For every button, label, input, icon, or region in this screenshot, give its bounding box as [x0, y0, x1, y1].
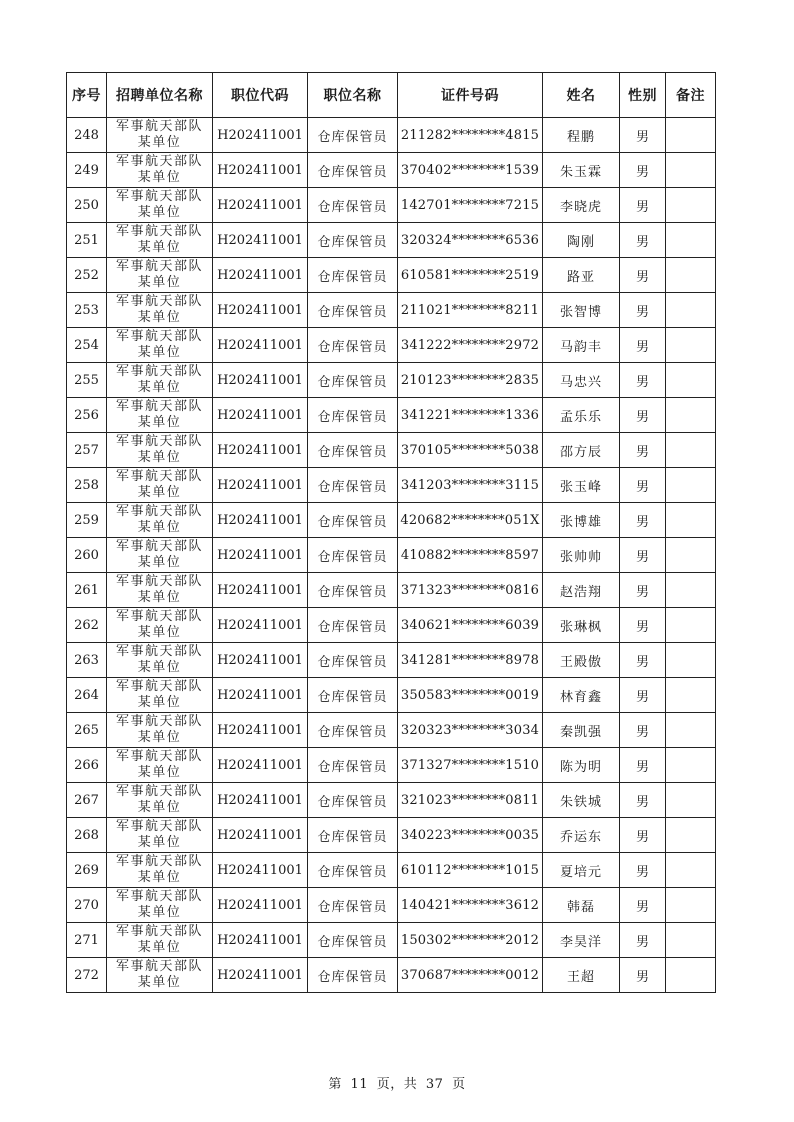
unit-cell	[107, 713, 213, 748]
seq-cell: 260	[67, 538, 107, 573]
position-code-cell: H202411001	[213, 643, 308, 678]
unit-cell	[107, 363, 213, 398]
unit-line-2: 某单位	[137, 835, 182, 850]
gender-cell: 男	[620, 398, 666, 433]
seq-cell: 258	[67, 468, 107, 503]
id-number-cell: 371327********1510	[398, 748, 543, 783]
position-code-cell: H202411001	[213, 293, 308, 328]
note-cell	[666, 153, 716, 188]
note-cell	[666, 223, 716, 258]
seq-cell: 253	[67, 293, 107, 328]
table-row	[67, 293, 716, 328]
id-number-cell: 370687********0012	[398, 958, 543, 993]
unit-cell	[107, 643, 213, 678]
job-name-cell: 仓库保管员	[308, 188, 398, 223]
note-cell	[666, 888, 716, 923]
position-code-cell: H202411001	[213, 748, 308, 783]
id-number-cell: 210123********2835	[398, 363, 543, 398]
seq-cell: 249	[67, 153, 107, 188]
header-cell-id: 证件号码	[398, 73, 543, 118]
gender-cell: 男	[620, 363, 666, 398]
footer-current-page: 11	[350, 1077, 369, 1092]
person-name-cell: 陈为明	[543, 748, 620, 783]
unit-line-2: 某单位	[137, 240, 182, 255]
gender-cell: 男	[620, 923, 666, 958]
person-name-cell: 邵方辰	[543, 433, 620, 468]
person-name-cell: 李晓虎	[543, 188, 620, 223]
job-name-cell: 仓库保管员	[308, 573, 398, 608]
note-cell	[666, 853, 716, 888]
unit-cell	[107, 573, 213, 608]
person-name-cell: 朱玉霖	[543, 153, 620, 188]
gender-cell: 男	[620, 888, 666, 923]
gender-cell: 男	[620, 223, 666, 258]
person-name-cell: 张博雄	[543, 503, 620, 538]
seq-cell: 261	[67, 573, 107, 608]
unit-cell	[107, 678, 213, 713]
seq-cell: 270	[67, 888, 107, 923]
table-row	[67, 538, 716, 573]
unit-line-2: 某单位	[137, 870, 182, 885]
unit-line-1: 军事航天部队	[115, 784, 203, 799]
note-cell	[666, 713, 716, 748]
seq-cell: 248	[67, 118, 107, 153]
unit-cell	[107, 468, 213, 503]
position-code-cell: H202411001	[213, 783, 308, 818]
note-cell	[666, 433, 716, 468]
unit-line-2: 某单位	[137, 800, 182, 815]
id-number-cell: 370402********1539	[398, 153, 543, 188]
person-name-cell: 张玉峰	[543, 468, 620, 503]
note-cell	[666, 678, 716, 713]
unit-cell	[107, 398, 213, 433]
job-name-cell: 仓库保管员	[308, 853, 398, 888]
table-row	[67, 503, 716, 538]
unit-cell	[107, 223, 213, 258]
table-row	[67, 153, 716, 188]
gender-cell: 男	[620, 118, 666, 153]
unit-line-1: 军事航天部队	[115, 574, 203, 589]
note-cell	[666, 328, 716, 363]
unit-line-1: 军事航天部队	[115, 119, 203, 134]
unit-line-1: 军事航天部队	[115, 609, 203, 624]
table-row	[67, 678, 716, 713]
job-name-cell: 仓库保管员	[308, 538, 398, 573]
note-cell	[666, 398, 716, 433]
person-name-cell: 王殿傲	[543, 643, 620, 678]
unit-line-2: 某单位	[137, 345, 182, 360]
note-cell	[666, 818, 716, 853]
person-name-cell: 赵浩翔	[543, 573, 620, 608]
job-name-cell: 仓库保管员	[308, 783, 398, 818]
unit-cell	[107, 258, 213, 293]
id-number-cell: 341203********3115	[398, 468, 543, 503]
gender-cell: 男	[620, 468, 666, 503]
position-code-cell: H202411001	[213, 433, 308, 468]
unit-cell	[107, 188, 213, 223]
gender-cell: 男	[620, 153, 666, 188]
seq-cell: 251	[67, 223, 107, 258]
gender-cell: 男	[620, 958, 666, 993]
job-name-cell: 仓库保管员	[308, 503, 398, 538]
table-row	[67, 258, 716, 293]
gender-cell: 男	[620, 678, 666, 713]
table-row	[67, 188, 716, 223]
note-cell	[666, 503, 716, 538]
job-name-cell: 仓库保管员	[308, 363, 398, 398]
gender-cell: 男	[620, 643, 666, 678]
job-name-cell: 仓库保管员	[308, 748, 398, 783]
unit-line-2: 某单位	[137, 205, 182, 220]
id-number-cell: 350583********0019	[398, 678, 543, 713]
unit-line-2: 某单位	[137, 695, 182, 710]
table-row	[67, 433, 716, 468]
person-name-cell: 秦凯强	[543, 713, 620, 748]
id-number-cell: 320323********3034	[398, 713, 543, 748]
unit-line-1: 军事航天部队	[115, 399, 203, 414]
note-cell	[666, 293, 716, 328]
unit-line-1: 军事航天部队	[115, 294, 203, 309]
table-row	[67, 363, 716, 398]
header-cell-unit: 招聘单位名称	[107, 73, 213, 118]
header-cell-gender: 性别	[620, 73, 666, 118]
id-number-cell: 341222********2972	[398, 328, 543, 363]
note-cell	[666, 188, 716, 223]
position-code-cell: H202411001	[213, 118, 308, 153]
unit-line-1: 军事航天部队	[115, 819, 203, 834]
table-row	[67, 468, 716, 503]
footer-total-pages: 37	[425, 1077, 444, 1092]
job-name-cell: 仓库保管员	[308, 468, 398, 503]
job-name-cell: 仓库保管员	[308, 818, 398, 853]
unit-line-1: 军事航天部队	[115, 959, 203, 974]
unit-line-2: 某单位	[137, 520, 182, 535]
job-name-cell: 仓库保管员	[308, 923, 398, 958]
seq-cell: 256	[67, 398, 107, 433]
header-cell-code: 职位代码	[213, 73, 308, 118]
position-code-cell: H202411001	[213, 853, 308, 888]
unit-line-2: 某单位	[137, 765, 182, 780]
footer-mid: 页，共	[376, 1077, 418, 1092]
unit-line-2: 某单位	[137, 905, 182, 920]
job-name-cell: 仓库保管员	[308, 958, 398, 993]
unit-cell	[107, 433, 213, 468]
id-number-cell: 140421********3612	[398, 888, 543, 923]
gender-cell: 男	[620, 818, 666, 853]
table-row	[67, 713, 716, 748]
person-name-cell: 孟乐乐	[543, 398, 620, 433]
position-code-cell: H202411001	[213, 573, 308, 608]
unit-line-2: 某单位	[137, 310, 182, 325]
job-name-cell: 仓库保管员	[308, 118, 398, 153]
person-name-cell: 王超	[543, 958, 620, 993]
unit-line-1: 军事航天部队	[115, 504, 203, 519]
id-number-cell: 340223********0035	[398, 818, 543, 853]
unit-line-1: 军事航天部队	[115, 539, 203, 554]
note-cell	[666, 748, 716, 783]
gender-cell: 男	[620, 293, 666, 328]
unit-line-2: 某单位	[137, 975, 182, 990]
gender-cell: 男	[620, 573, 666, 608]
footer-suffix: 页	[452, 1077, 466, 1092]
unit-cell	[107, 853, 213, 888]
unit-line-1: 军事航天部队	[115, 889, 203, 904]
id-number-cell: 410882********8597	[398, 538, 543, 573]
id-number-cell: 610581********2519	[398, 258, 543, 293]
unit-line-2: 某单位	[137, 485, 182, 500]
id-number-cell: 610112********1015	[398, 853, 543, 888]
note-cell	[666, 643, 716, 678]
unit-line-2: 某单位	[137, 590, 182, 605]
person-name-cell: 马韵丰	[543, 328, 620, 363]
unit-line-2: 某单位	[137, 555, 182, 570]
table-row	[67, 748, 716, 783]
unit-line-1: 军事航天部队	[115, 434, 203, 449]
id-number-cell: 320324********6536	[398, 223, 543, 258]
unit-line-1: 军事航天部队	[115, 854, 203, 869]
unit-cell	[107, 958, 213, 993]
seq-cell: 259	[67, 503, 107, 538]
table-row	[67, 328, 716, 363]
unit-cell	[107, 608, 213, 643]
table-row	[67, 223, 716, 258]
header-cell-seq: 序号	[67, 73, 107, 118]
header-cell-name: 姓名	[543, 73, 620, 118]
person-name-cell: 程鹏	[543, 118, 620, 153]
id-number-cell: 321023********0811	[398, 783, 543, 818]
unit-line-2: 某单位	[137, 170, 182, 185]
job-name-cell: 仓库保管员	[308, 153, 398, 188]
seq-cell: 257	[67, 433, 107, 468]
footer-prefix: 第	[328, 1077, 342, 1092]
position-code-cell: H202411001	[213, 258, 308, 293]
person-name-cell: 朱铁城	[543, 783, 620, 818]
unit-cell	[107, 503, 213, 538]
job-name-cell: 仓库保管员	[308, 888, 398, 923]
table-row	[67, 888, 716, 923]
unit-line-1: 军事航天部队	[115, 154, 203, 169]
unit-line-2: 某单位	[137, 415, 182, 430]
unit-line-1: 军事航天部队	[115, 329, 203, 344]
unit-line-1: 军事航天部队	[115, 469, 203, 484]
id-number-cell: 340621********6039	[398, 608, 543, 643]
position-code-cell: H202411001	[213, 188, 308, 223]
seq-cell: 264	[67, 678, 107, 713]
unit-line-2: 某单位	[137, 275, 182, 290]
note-cell	[666, 538, 716, 573]
unit-line-2: 某单位	[137, 940, 182, 955]
person-name-cell: 夏培元	[543, 853, 620, 888]
person-name-cell: 张智博	[543, 293, 620, 328]
unit-cell	[107, 538, 213, 573]
table-body	[67, 118, 716, 993]
unit-cell	[107, 293, 213, 328]
id-number-cell: 370105********5038	[398, 433, 543, 468]
table-row	[67, 923, 716, 958]
unit-cell	[107, 923, 213, 958]
seq-cell: 262	[67, 608, 107, 643]
note-cell	[666, 468, 716, 503]
position-code-cell: H202411001	[213, 923, 308, 958]
gender-cell: 男	[620, 853, 666, 888]
unit-cell	[107, 748, 213, 783]
seq-cell: 272	[67, 958, 107, 993]
seq-cell: 268	[67, 818, 107, 853]
job-name-cell: 仓库保管员	[308, 398, 398, 433]
job-name-cell: 仓库保管员	[308, 223, 398, 258]
seq-cell: 254	[67, 328, 107, 363]
note-cell	[666, 118, 716, 153]
id-number-cell: 150302********2012	[398, 923, 543, 958]
id-number-cell: 371323********0816	[398, 573, 543, 608]
table-row	[67, 958, 716, 993]
id-number-cell: 211282********4815	[398, 118, 543, 153]
person-name-cell: 张琳枫	[543, 608, 620, 643]
note-cell	[666, 258, 716, 293]
seq-cell: 250	[67, 188, 107, 223]
unit-line-1: 军事航天部队	[115, 714, 203, 729]
person-name-cell: 韩磊	[543, 888, 620, 923]
table-row	[67, 118, 716, 153]
person-name-cell: 路亚	[543, 258, 620, 293]
table-row	[67, 608, 716, 643]
id-number-cell: 341281********8978	[398, 643, 543, 678]
unit-line-2: 某单位	[137, 380, 182, 395]
unit-line-1: 军事航天部队	[115, 189, 203, 204]
gender-cell: 男	[620, 258, 666, 293]
job-name-cell: 仓库保管员	[308, 293, 398, 328]
person-name-cell: 乔运东	[543, 818, 620, 853]
table-row	[67, 398, 716, 433]
job-name-cell: 仓库保管员	[308, 713, 398, 748]
seq-cell: 266	[67, 748, 107, 783]
id-number-cell: 341221********1336	[398, 398, 543, 433]
job-name-cell: 仓库保管员	[308, 678, 398, 713]
id-number-cell: 211021********8211	[398, 293, 543, 328]
person-name-cell: 马忠兴	[543, 363, 620, 398]
header-cell-job: 职位名称	[308, 73, 398, 118]
unit-cell	[107, 888, 213, 923]
seq-cell: 269	[67, 853, 107, 888]
unit-line-2: 某单位	[137, 135, 182, 150]
note-cell	[666, 783, 716, 818]
position-code-cell: H202411001	[213, 888, 308, 923]
gender-cell: 男	[620, 503, 666, 538]
header-row	[67, 73, 716, 118]
table-row	[67, 573, 716, 608]
person-name-cell: 张帅帅	[543, 538, 620, 573]
note-cell	[666, 608, 716, 643]
note-cell	[666, 958, 716, 993]
job-name-cell: 仓库保管员	[308, 258, 398, 293]
unit-line-1: 军事航天部队	[115, 679, 203, 694]
seq-cell: 255	[67, 363, 107, 398]
id-number-cell: 142701********7215	[398, 188, 543, 223]
header-cell-note: 备注	[666, 73, 716, 118]
person-name-cell: 林育鑫	[543, 678, 620, 713]
gender-cell: 男	[620, 538, 666, 573]
seq-cell: 265	[67, 713, 107, 748]
job-name-cell: 仓库保管员	[308, 643, 398, 678]
gender-cell: 男	[620, 433, 666, 468]
position-code-cell: H202411001	[213, 538, 308, 573]
position-code-cell: H202411001	[213, 503, 308, 538]
unit-line-2: 某单位	[137, 730, 182, 745]
note-cell	[666, 923, 716, 958]
gender-cell: 男	[620, 608, 666, 643]
gender-cell: 男	[620, 713, 666, 748]
id-number-cell: 420682********051X	[398, 503, 543, 538]
table-row	[67, 853, 716, 888]
unit-line-1: 军事航天部队	[115, 259, 203, 274]
position-code-cell: H202411001	[213, 608, 308, 643]
position-code-cell: H202411001	[213, 818, 308, 853]
job-name-cell: 仓库保管员	[308, 328, 398, 363]
note-cell	[666, 363, 716, 398]
unit-line-1: 军事航天部队	[115, 644, 203, 659]
roster-table	[66, 72, 716, 993]
unit-cell	[107, 118, 213, 153]
position-code-cell: H202411001	[213, 398, 308, 433]
position-code-cell: H202411001	[213, 958, 308, 993]
position-code-cell: H202411001	[213, 363, 308, 398]
unit-line-2: 某单位	[137, 625, 182, 640]
unit-line-2: 某单位	[137, 450, 182, 465]
position-code-cell: H202411001	[213, 678, 308, 713]
job-name-cell: 仓库保管员	[308, 608, 398, 643]
page-footer	[0, 1073, 794, 1092]
position-code-cell: H202411001	[213, 328, 308, 363]
position-code-cell: H202411001	[213, 713, 308, 748]
unit-cell	[107, 818, 213, 853]
unit-cell	[107, 153, 213, 188]
note-cell	[666, 573, 716, 608]
table-row	[67, 818, 716, 853]
gender-cell: 男	[620, 783, 666, 818]
person-name-cell: 陶刚	[543, 223, 620, 258]
gender-cell: 男	[620, 748, 666, 783]
unit-line-1: 军事航天部队	[115, 924, 203, 939]
unit-line-1: 军事航天部队	[115, 749, 203, 764]
person-name-cell: 李昊洋	[543, 923, 620, 958]
gender-cell: 男	[620, 188, 666, 223]
table-row	[67, 643, 716, 678]
seq-cell: 252	[67, 258, 107, 293]
position-code-cell: H202411001	[213, 153, 308, 188]
table-row	[67, 783, 716, 818]
job-name-cell: 仓库保管员	[308, 433, 398, 468]
position-code-cell: H202411001	[213, 223, 308, 258]
unit-line-1: 军事航天部队	[115, 364, 203, 379]
unit-line-1: 军事航天部队	[115, 224, 203, 239]
gender-cell: 男	[620, 328, 666, 363]
seq-cell: 267	[67, 783, 107, 818]
seq-cell: 271	[67, 923, 107, 958]
position-code-cell: H202411001	[213, 468, 308, 503]
unit-cell	[107, 783, 213, 818]
unit-cell	[107, 328, 213, 363]
seq-cell: 263	[67, 643, 107, 678]
unit-line-2: 某单位	[137, 660, 182, 675]
